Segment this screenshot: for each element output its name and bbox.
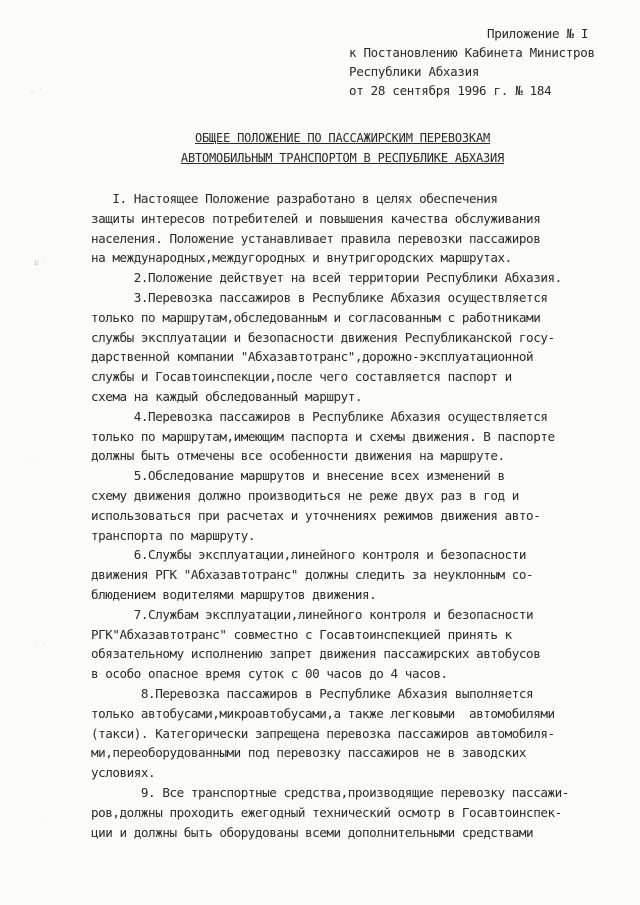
title-line: АВТОМОБИЛЬНЫМ ТРАНСПОРТОМ В РЕСПУБЛИКЕ АБХАЗИЯ bbox=[180, 151, 505, 165]
body-text-line: только по маршрутам,имеющим паспорта и схемы движения. В паспорте bbox=[91, 428, 555, 444]
title-line: ОБЩЕЕ ПОЛОЖЕНИЕ ПО ПАССАЖИРСКИМ ПЕРЕВОЗКАМ bbox=[194, 131, 491, 145]
document-body bbox=[91, 189, 631, 842]
document-header bbox=[349, 24, 595, 100]
body-text-line: использоваться при расчетах и уточнениях режимов движения авто- bbox=[91, 507, 541, 523]
body-text-line: службы и Госавтоинспекции,после чего составляется паспорт и bbox=[91, 369, 512, 385]
body-text-line: обязательному исполнению запрет движения пассажирских автобусов bbox=[91, 646, 541, 662]
body-text-line: защиты интересов потребителей и повышения качества обслуживания bbox=[91, 210, 541, 226]
body-text-line: I. Настоящее Положение разработано в целях обеспечения bbox=[91, 191, 498, 206]
body-text-line: движения РГК "Абхазавтотранс" должны следить за неуклонным со- bbox=[91, 567, 534, 583]
scan-artifact: ˙ ˙ bbox=[34, 644, 46, 654]
body-text-line: транспорта по маршруту. bbox=[91, 527, 256, 543]
body-text-line: 4.Перевозка пассажиров в Республике Абхазия осуществляется bbox=[91, 408, 548, 424]
body-text-line: 2.Положение действует на всей территории Республики Абхазия. bbox=[91, 270, 562, 286]
body-text-line: дарственной компании "Абхазавтотранс",дорожно-эксплуатационной bbox=[91, 349, 534, 365]
header-line: к Постановлению Кабинета Министров bbox=[349, 45, 595, 60]
body-text-line: 5.Обследование маршрутов и внесение всех изменений в bbox=[91, 468, 505, 484]
body-text-line: 9. Все транспортные средства,производящие перевозку пассажи- bbox=[91, 784, 569, 800]
scan-artifact: ʁ ˙ bbox=[34, 258, 47, 268]
body-text-line: 7.Службам эксплуатации,линейного контроля и безопасности bbox=[91, 606, 534, 622]
body-text-line: населения. Положение устанавливает правила перевозки пассажиров bbox=[91, 230, 541, 246]
body-text-line: (такси). Категорически запрещена перевозка пассажиров автомобиля- bbox=[91, 725, 555, 741]
body-text-line: только по маршрутам,обследованным и согласованным с работниками bbox=[91, 309, 541, 325]
body-text-line: службы эксплуатации и безопасности движения Республиканской госу- bbox=[91, 329, 555, 345]
body-text-line: ции и должны быть оборудованы всеми дополнительными средствами bbox=[91, 824, 534, 840]
body-text-line: должны быть отмечены все особенности движения на маршруте. bbox=[91, 448, 505, 464]
body-text-line: ров,должны проходить ежегодный технический осмотр в Госавтоинспек- bbox=[91, 804, 562, 820]
body-text-line: 8.Перевозка пассажиров в Республике Абхазия выполняется bbox=[91, 685, 534, 701]
body-text-line: схема на каждый обследованный маршрут. bbox=[91, 388, 363, 404]
body-text-line: только автобусами,микроавтобусами,а также легковыми автомобилями bbox=[91, 705, 555, 721]
body-text-line: 3.Перевозка пассажиров в Республике Абхазия осуществляется bbox=[91, 289, 548, 305]
header-line: от 28 сентября 1996 г. № 184 bbox=[349, 83, 552, 98]
body-text-line: блюдением водителями маршрутов движения. bbox=[91, 586, 377, 602]
body-text-line: в особо опасное время суток с 00 часов до 4 часов. bbox=[91, 666, 448, 682]
body-text-line: условиях. bbox=[91, 765, 156, 781]
scan-artifact: ◦ ˙ bbox=[30, 88, 43, 98]
body-text-line: на международных,междугородных и внутригородских маршрутах. bbox=[91, 250, 512, 266]
body-text-line: РГК"Абхазавтотранс" совместно с Госавтоинспекцией принять к bbox=[91, 626, 512, 642]
scan-artifact: · ˙ bbox=[30, 460, 41, 470]
body-text-line: ми,переоборудованными под перевозку пассажиров не в заводских bbox=[91, 745, 527, 761]
body-text-line: 6.Службы эксплуатации,линейного контроля и безопасности bbox=[91, 547, 527, 563]
body-text-line: схему движения должно производиться не реже двух раз в год и bbox=[91, 487, 519, 503]
scan-artifact: ˙ bbox=[40, 816, 45, 826]
header-line: Республики Абхазия bbox=[349, 64, 480, 79]
document-title bbox=[0, 128, 640, 168]
appendix-label: Приложение № I bbox=[487, 26, 589, 41]
